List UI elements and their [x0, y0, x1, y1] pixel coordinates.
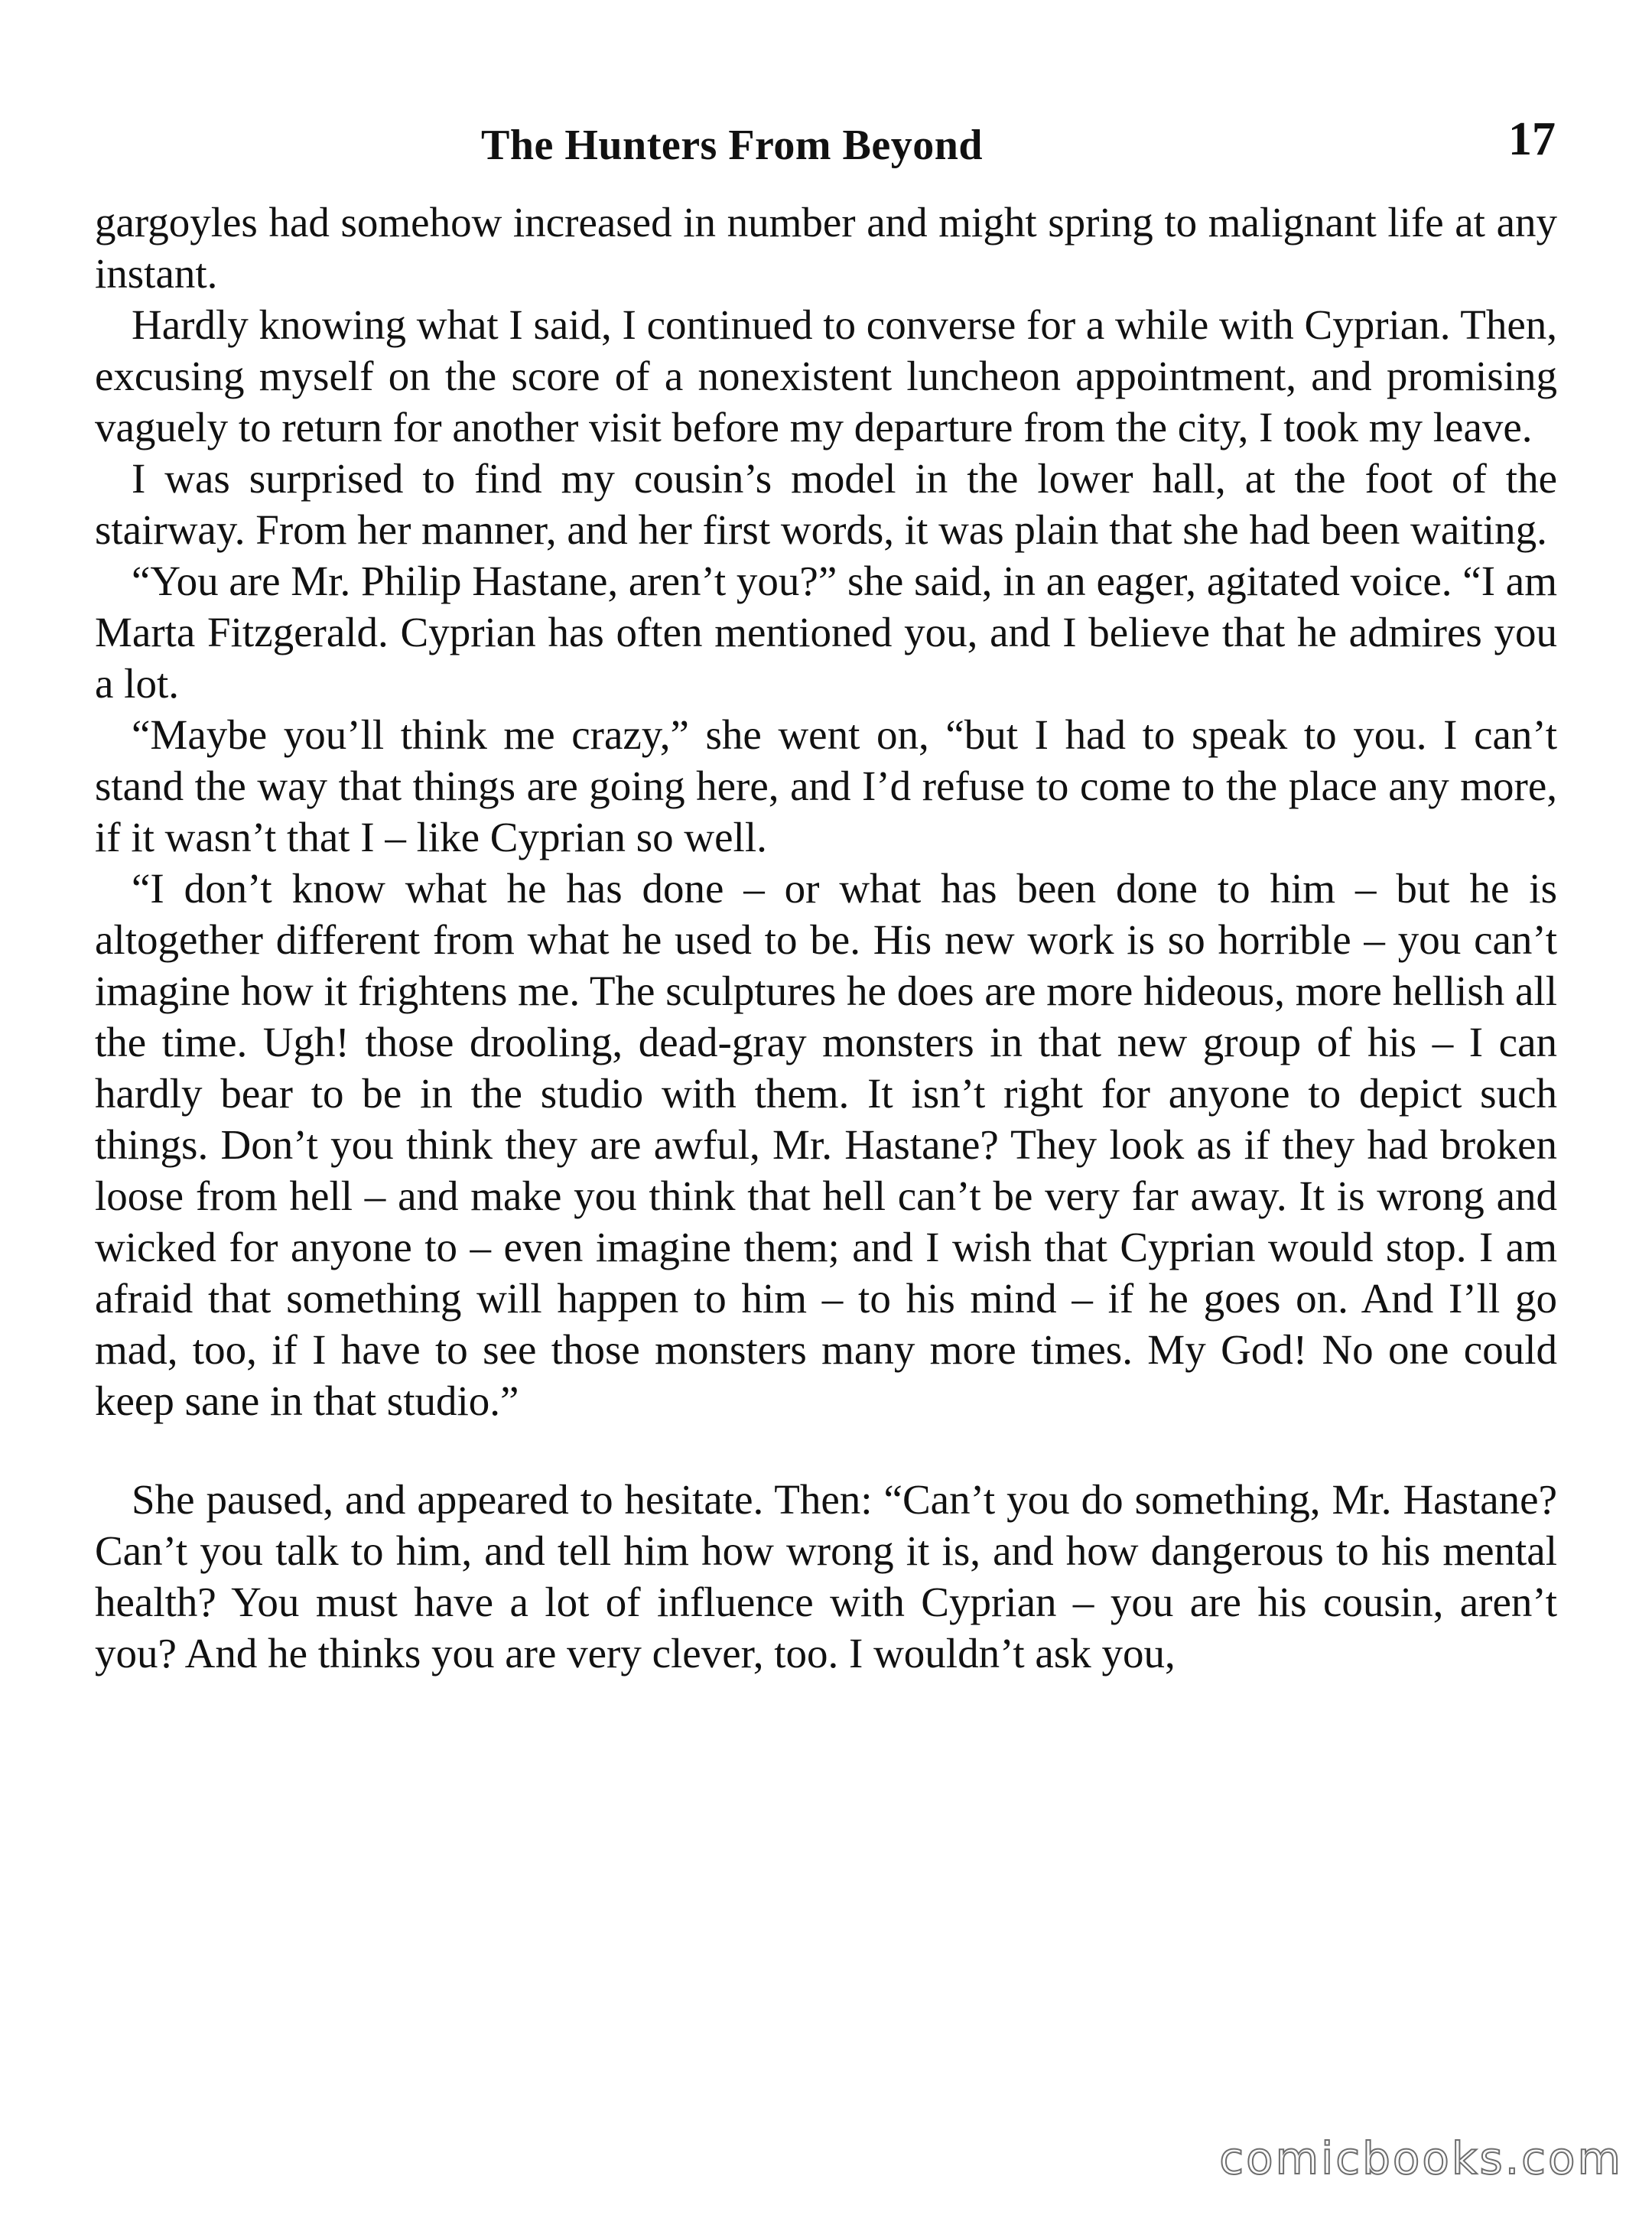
- paragraph: I was surprised to find my cousin’s model in the lower hall, at the foot of the stairway. From her manner, and her first words, it was plain that she had been waiting.: [95, 455, 1557, 553]
- paragraph: “I don’t know what he has done – or what has been done to him – but he is altogether different from what he used to be. His new work is so horrible – you can’t imagine how it frightens me. The sculptures he does are more hideous, more hellish all the time. Ugh! those drooling, dead-gray monsters in that new group of his – I can hardly bear to be in the studio with them. It isn’t right for anyone to depict such things. Don’t you think they are awful, Mr. Hastane? They look as if they had broken loose from hell – and make you think that hell can’t be very far away. It is wrong and wicked for anyone to – even imagine them; and I wish that Cyprian would stop. I am afraid that something will happen to him – to his mind – if he goes on. And I’ll go mad, too, if I have to see those monsters many more times. My God! No one could keep sane in that studio.”: [95, 865, 1557, 1424]
- running-title: The Hunters From Beyond: [481, 122, 984, 169]
- paragraph: “Maybe you’ll think me crazy,” she went on, “but I had to speak to you. I can’t stand the way that things are going here, and I’d refuse to come to the place any more, if it wasn’t that I – like Cyprian so well.: [95, 711, 1557, 860]
- page-header: [95, 115, 1556, 176]
- paragraph: “You are Mr. Philip Hastane, aren’t you?” she said, in an eager, agitated voice. “I am Marta Fitzgerald. Cyprian has often mentioned you, and I believe that he admires you a lot.: [95, 558, 1557, 707]
- watermark-logo: comicbooks.com: [1219, 2132, 1623, 2184]
- paragraph-continuation: gargoyles had somehow increased in number and might spring to malignant life at any instant.: [95, 199, 1557, 297]
- paragraph: Hardly knowing what I said, I continued to converse for a while with Cyprian. Then, excusing myself on the score of a nonexistent luncheon appointment, and promising vaguely to return for another visit before my departure from the city, I took my leave.: [95, 301, 1557, 450]
- body-text: [95, 197, 1557, 1679]
- paragraph: She paused, and appeared to hesitate. Then: “Can’t you do something, Mr. Hastane? Can’t you talk to him, and tell him how wrong it is, and how dangerous to his mental health? You must have a lot of influence with Cyprian – you are his cousin, aren’t you? And he thinks you are very clever, too. I wouldn’t ask you,: [95, 1476, 1557, 1677]
- page-number: 17: [1508, 113, 1556, 165]
